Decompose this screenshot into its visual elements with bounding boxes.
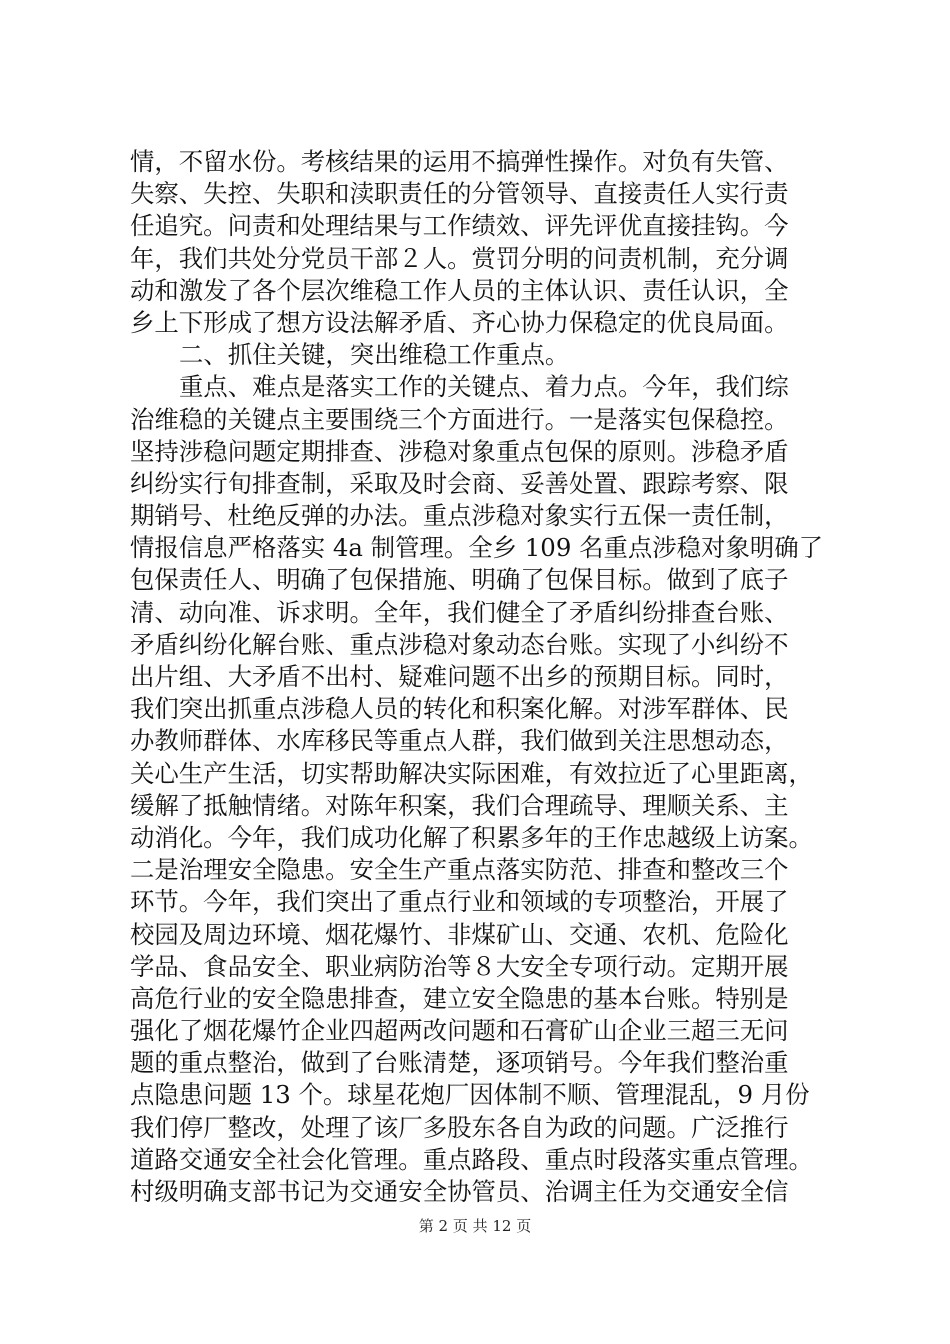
body-text — [130, 146, 830, 1208]
text-line: 情，不留水份。考核结果的运用不搞弹性操作。对负有失管、 — [130, 147, 789, 176]
text-line: 出片组、大矛盾不出村、疑难问题不出乡的预期目标。同时， — [130, 662, 789, 691]
text-line: 动和激发了各个层次维稳工作人员的主体认识、责任认识，全 — [130, 275, 789, 305]
page-footer: 第 2 页 共 12 页 — [418, 1217, 532, 1235]
text-line: 治维稳的关键点主要围绕三个方面进行。一是落实包保稳控。 — [130, 404, 789, 434]
text-line: 高危行业的安全隐患排查，建立安全隐患的基本台账。特别是 — [130, 983, 789, 1013]
text-line: 重点、难点是落实工作的关键点、着力点。今年，我们综 — [179, 372, 789, 402]
text-line: 任追究。问责和处理结果与工作绩效、评先评优直接挂钩。今 — [130, 211, 789, 241]
text-line: 期销号、杜绝反弹的办法。重点涉稳对象实行五保一责任制， — [130, 501, 789, 531]
text-line: 题的重点整治，做到了台账清楚，逐项销号。今年我们整治重 — [130, 1048, 789, 1078]
text-line: 坚持涉稳问题定期排查、涉稳对象重点包保的原则。涉稳矛盾 — [130, 436, 789, 466]
text-line: 我们突出抓重点涉稳人员的转化和积案化解。对涉军群体、民 — [130, 694, 789, 724]
text-line: 环节。今年，我们突出了重点行业和领域的专项整治，开展了 — [130, 887, 789, 917]
text-line: 学品、食品安全、职业病防治等８大安全专项行动。定期开展 — [130, 951, 789, 981]
text-line: 年，我们共处分党员干部２人。赏罚分明的问责机制，充分调 — [130, 243, 789, 273]
text-line: 包保责任人、明确了包保措施、明确了包保目标。做到了底子 — [130, 565, 789, 595]
text-line: 二、抓住关键，突出维稳工作重点。 — [179, 340, 570, 370]
text-line: 缓解了抵触情绪。对陈年积案，我们合理疏导、理顺关系、主 — [130, 790, 789, 820]
text-line: 乡上下形成了想方设法解矛盾、齐心协力保稳定的优良局面。 — [130, 307, 789, 337]
text-line: 矛盾纠纷化解台账、重点涉稳对象动态台账。实现了小纠纷不 — [130, 629, 789, 659]
text-line: 纠纷实行旬排查制，采取及时会商、妥善处置、跟踪考察、限 — [130, 468, 789, 498]
text-line: 校园及周边环境、烟花爆竹、非煤矿山、交通、农机、危险化 — [130, 919, 789, 949]
text-line: 办教师群体、水库移民等重点人群，我们做到关注思想动态， — [130, 726, 789, 756]
text-line: 情报信息严格落实 4a 制管理。全乡 109 名重点涉稳对象明确了 — [130, 533, 824, 563]
text-line: 点隐患问题 13 个。球星花炮厂因体制不顺、管理混乱，9 月份 — [130, 1080, 810, 1110]
text-line: 失察、失控、失职和渎职责任的分管领导、直接责任人实行责 — [130, 179, 789, 209]
text-line: 二是治理安全隐患。安全生产重点落实防范、排查和整改三个 — [130, 855, 789, 885]
text-line: 关心生产生活，切实帮助解决实际困难，有效拉近了心里距离， — [130, 758, 813, 788]
text-line: 清、动向准、诉求明。全年，我们健全了矛盾纠纷排查台账、 — [130, 597, 789, 627]
text-line: 动消化。今年，我们成功化解了积累多年的王作忠越级上访案。 — [130, 822, 813, 852]
text-line: 我们停厂整改，处理了该厂多股东各自为政的问题。广泛推行 — [130, 1112, 789, 1142]
text-line: 强化了烟花爆竹企业四超两改问题和石膏矿山企业三超三无问 — [130, 1016, 789, 1046]
text-line: 村级明确支部书记为交通安全协管员、治调主任为交通安全信 — [130, 1177, 789, 1206]
text-line: 道路交通安全社会化管理。重点路段、重点时段落实重点管理。 — [130, 1144, 813, 1174]
